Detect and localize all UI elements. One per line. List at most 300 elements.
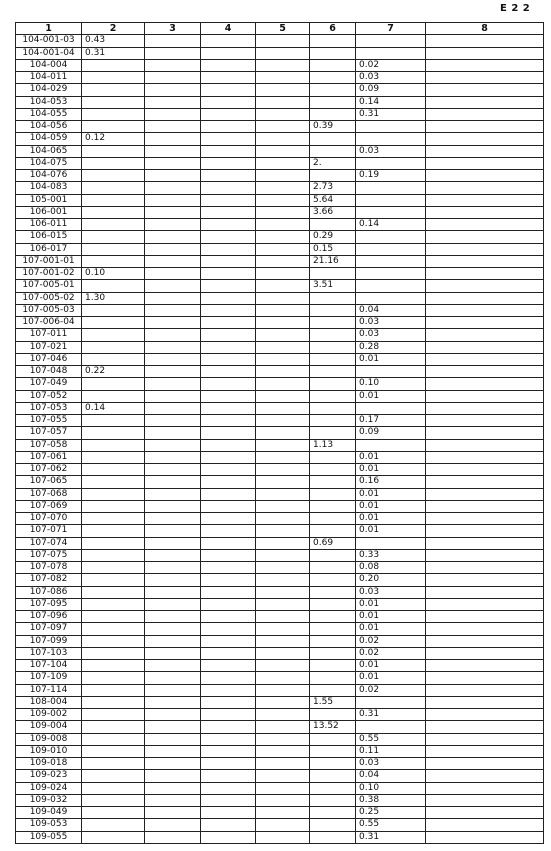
- cell-col8: [426, 586, 544, 598]
- cell-col2: [82, 243, 145, 255]
- cell-col5: [256, 684, 310, 696]
- cell-col4: [201, 623, 256, 635]
- cell-col4: [201, 721, 256, 733]
- cell-col6: [310, 794, 356, 806]
- cell-col3: [145, 378, 201, 390]
- cell-col8: [426, 794, 544, 806]
- cell-col7: 0.25: [356, 807, 426, 819]
- cell-col6: [310, 623, 356, 635]
- cell-col6: [310, 170, 356, 182]
- cell-col5: [256, 451, 310, 463]
- table-row: [16, 794, 544, 806]
- cell-col2: [82, 623, 145, 635]
- cell-id: 107-096: [16, 611, 82, 623]
- cell-id: 109-008: [16, 733, 82, 745]
- cell-col3: [145, 219, 201, 231]
- cell-col7: 0.10: [356, 378, 426, 390]
- cell-col6: [310, 268, 356, 280]
- cell-col6: 3.51: [310, 280, 356, 292]
- cell-col8: [426, 500, 544, 512]
- cell-col8: [426, 157, 544, 169]
- cell-col8: [426, 758, 544, 770]
- cell-col2: [82, 758, 145, 770]
- cell-col6: 2.73: [310, 182, 356, 194]
- cell-col6: [310, 782, 356, 794]
- cell-col3: [145, 108, 201, 120]
- table-row: [16, 59, 544, 71]
- cell-col7: 0.11: [356, 745, 426, 757]
- cell-col3: [145, 121, 201, 133]
- table-row: [16, 476, 544, 488]
- cell-id: 107-074: [16, 537, 82, 549]
- cell-col4: [201, 647, 256, 659]
- cell-id: 107-062: [16, 464, 82, 476]
- cell-col3: [145, 72, 201, 84]
- cell-col8: [426, 574, 544, 586]
- cell-col4: [201, 59, 256, 71]
- cell-col7: 0.02: [356, 684, 426, 696]
- cell-col2: [82, 488, 145, 500]
- cell-col4: [201, 672, 256, 684]
- cell-col6: [310, 635, 356, 647]
- data-table: [15, 22, 544, 844]
- cell-col5: [256, 500, 310, 512]
- cell-col6: [310, 819, 356, 831]
- cell-col6: 5.64: [310, 194, 356, 206]
- cell-col4: [201, 157, 256, 169]
- cell-col4: [201, 758, 256, 770]
- cell-col2: [82, 696, 145, 708]
- cell-id: 107-011: [16, 329, 82, 341]
- cell-col4: [201, 170, 256, 182]
- cell-col7: [356, 439, 426, 451]
- cell-id: 106-015: [16, 231, 82, 243]
- cell-col4: [201, 133, 256, 145]
- cell-col6: [310, 72, 356, 84]
- table-row: [16, 231, 544, 243]
- cell-col7: 0.55: [356, 819, 426, 831]
- cell-col7: 0.20: [356, 574, 426, 586]
- cell-col8: [426, 292, 544, 304]
- cell-col2: [82, 194, 145, 206]
- cell-col6: [310, 709, 356, 721]
- table-row: [16, 206, 544, 218]
- cell-col3: [145, 84, 201, 96]
- cell-col5: [256, 488, 310, 500]
- cell-col3: [145, 59, 201, 71]
- cell-col5: [256, 562, 310, 574]
- cell-id: 107-086: [16, 586, 82, 598]
- table-row: [16, 72, 544, 84]
- cell-col4: [201, 782, 256, 794]
- cell-col6: [310, 513, 356, 525]
- cell-col6: [310, 304, 356, 316]
- cell-col6: [310, 427, 356, 439]
- cell-col4: [201, 206, 256, 218]
- cell-id: 107-078: [16, 562, 82, 574]
- cell-col4: [201, 574, 256, 586]
- table-row: [16, 611, 544, 623]
- cell-col5: [256, 292, 310, 304]
- cell-col6: 1.13: [310, 439, 356, 451]
- cell-col7: 0.03: [356, 317, 426, 329]
- cell-col7: 0.03: [356, 329, 426, 341]
- cell-col7: 0.55: [356, 733, 426, 745]
- table-row: [16, 721, 544, 733]
- cell-col4: [201, 807, 256, 819]
- cell-col2: [82, 145, 145, 157]
- cell-col8: [426, 35, 544, 47]
- cell-col8: [426, 96, 544, 108]
- cell-col2: [82, 219, 145, 231]
- cell-id: 107-082: [16, 574, 82, 586]
- cell-col6: [310, 59, 356, 71]
- cell-col5: [256, 182, 310, 194]
- cell-id: 107-061: [16, 451, 82, 463]
- column-header: 5: [256, 23, 310, 35]
- table-row: [16, 660, 544, 672]
- table-row: [16, 255, 544, 267]
- cell-col2: [82, 770, 145, 782]
- cell-col4: [201, 268, 256, 280]
- cell-col6: [310, 133, 356, 145]
- cell-col5: [256, 537, 310, 549]
- cell-col5: [256, 84, 310, 96]
- cell-col6: [310, 586, 356, 598]
- cell-col5: [256, 415, 310, 427]
- cell-col8: [426, 170, 544, 182]
- cell-col5: [256, 623, 310, 635]
- cell-col5: [256, 59, 310, 71]
- cell-col2: [82, 586, 145, 598]
- cell-id: 107-048: [16, 366, 82, 378]
- cell-col8: [426, 121, 544, 133]
- cell-col5: [256, 366, 310, 378]
- cell-col3: [145, 194, 201, 206]
- cell-col4: [201, 219, 256, 231]
- cell-col2: [82, 611, 145, 623]
- cell-col7: 0.01: [356, 390, 426, 402]
- cell-col7: 0.03: [356, 145, 426, 157]
- table-row: [16, 194, 544, 206]
- cell-col4: [201, 562, 256, 574]
- cell-col6: [310, 47, 356, 59]
- cell-id: 109-053: [16, 819, 82, 831]
- cell-col7: 0.19: [356, 170, 426, 182]
- cell-col3: [145, 807, 201, 819]
- cell-col6: [310, 758, 356, 770]
- cell-col8: [426, 427, 544, 439]
- cell-col6: [310, 672, 356, 684]
- cell-col5: [256, 611, 310, 623]
- cell-col3: [145, 304, 201, 316]
- cell-col7: 0.01: [356, 672, 426, 684]
- cell-col2: [82, 280, 145, 292]
- cell-col8: [426, 353, 544, 365]
- cell-id: 109-055: [16, 831, 82, 843]
- cell-col7: 0.31: [356, 831, 426, 843]
- cell-col4: [201, 586, 256, 598]
- cell-col3: [145, 549, 201, 561]
- cell-col8: [426, 770, 544, 782]
- cell-col3: [145, 758, 201, 770]
- cell-col2: [82, 390, 145, 402]
- cell-id: 106-017: [16, 243, 82, 255]
- cell-id: 109-002: [16, 709, 82, 721]
- cell-col7: 0.01: [356, 353, 426, 365]
- table-row: [16, 366, 544, 378]
- cell-col4: [201, 182, 256, 194]
- cell-col4: [201, 304, 256, 316]
- cell-col6: [310, 317, 356, 329]
- cell-col6: [310, 292, 356, 304]
- cell-col4: [201, 537, 256, 549]
- cell-id: 107-095: [16, 598, 82, 610]
- cell-col3: [145, 684, 201, 696]
- table-row: [16, 268, 544, 280]
- cell-col7: 0.03: [356, 758, 426, 770]
- cell-col5: [256, 243, 310, 255]
- cell-col3: [145, 488, 201, 500]
- cell-col8: [426, 623, 544, 635]
- cell-col5: [256, 721, 310, 733]
- cell-col3: [145, 145, 201, 157]
- page-label: E 2 2: [500, 3, 531, 14]
- cell-col5: [256, 378, 310, 390]
- cell-col7: 0.01: [356, 660, 426, 672]
- cell-col8: [426, 721, 544, 733]
- cell-col6: [310, 745, 356, 757]
- cell-col8: [426, 182, 544, 194]
- cell-col2: [82, 733, 145, 745]
- cell-col8: [426, 647, 544, 659]
- cell-col2: [82, 709, 145, 721]
- column-header: 8: [426, 23, 544, 35]
- cell-col6: [310, 770, 356, 782]
- cell-col3: [145, 451, 201, 463]
- cell-col8: [426, 280, 544, 292]
- cell-id: 109-049: [16, 807, 82, 819]
- cell-col7: 0.01: [356, 488, 426, 500]
- cell-col4: [201, 819, 256, 831]
- cell-col7: 0.02: [356, 647, 426, 659]
- cell-col2: [82, 255, 145, 267]
- cell-col3: [145, 476, 201, 488]
- table-row: [16, 145, 544, 157]
- cell-col6: [310, 451, 356, 463]
- cell-id: 104-075: [16, 157, 82, 169]
- cell-id: 107-049: [16, 378, 82, 390]
- table-row: [16, 696, 544, 708]
- cell-col3: [145, 268, 201, 280]
- cell-col5: [256, 758, 310, 770]
- cell-col4: [201, 696, 256, 708]
- table-row: [16, 782, 544, 794]
- cell-id: 109-032: [16, 794, 82, 806]
- cell-col3: [145, 611, 201, 623]
- cell-col8: [426, 488, 544, 500]
- cell-col6: [310, 562, 356, 574]
- cell-col7: [356, 292, 426, 304]
- cell-id: 104-001-03: [16, 35, 82, 47]
- cell-id: 107-055: [16, 415, 82, 427]
- table-row: [16, 819, 544, 831]
- cell-col6: [310, 464, 356, 476]
- cell-col8: [426, 194, 544, 206]
- cell-id: 109-004: [16, 721, 82, 733]
- cell-col2: [82, 537, 145, 549]
- cell-col6: [310, 341, 356, 353]
- cell-col5: [256, 317, 310, 329]
- cell-id: 107-065: [16, 476, 82, 488]
- cell-col4: [201, 488, 256, 500]
- cell-col2: [82, 84, 145, 96]
- cell-id: 104-083: [16, 182, 82, 194]
- cell-col8: [426, 415, 544, 427]
- cell-col3: [145, 513, 201, 525]
- cell-id: 107-001-01: [16, 255, 82, 267]
- cell-col4: [201, 341, 256, 353]
- table-row: [16, 341, 544, 353]
- cell-col2: 0.22: [82, 366, 145, 378]
- cell-col7: 0.14: [356, 96, 426, 108]
- table-row: [16, 745, 544, 757]
- cell-col4: [201, 525, 256, 537]
- cell-id: 107-005-02: [16, 292, 82, 304]
- cell-id: 104-065: [16, 145, 82, 157]
- cell-col4: [201, 317, 256, 329]
- cell-col3: [145, 366, 201, 378]
- cell-id: 107-071: [16, 525, 82, 537]
- cell-col6: [310, 549, 356, 561]
- cell-col5: [256, 157, 310, 169]
- cell-col5: [256, 807, 310, 819]
- cell-col3: [145, 206, 201, 218]
- cell-id: 105-001: [16, 194, 82, 206]
- table-row: [16, 427, 544, 439]
- table-row: [16, 635, 544, 647]
- cell-col7: 0.01: [356, 623, 426, 635]
- cell-col6: 21.16: [310, 255, 356, 267]
- cell-col5: [256, 770, 310, 782]
- cell-col5: [256, 733, 310, 745]
- cell-col8: [426, 525, 544, 537]
- cell-col8: [426, 243, 544, 255]
- table-row: [16, 243, 544, 255]
- column-header: 1: [16, 23, 82, 35]
- cell-col3: [145, 745, 201, 757]
- cell-col2: [82, 635, 145, 647]
- cell-col2: [82, 500, 145, 512]
- table-row: [16, 390, 544, 402]
- cell-col6: [310, 574, 356, 586]
- cell-col4: [201, 513, 256, 525]
- cell-col4: [201, 794, 256, 806]
- cell-col5: [256, 525, 310, 537]
- table-row: [16, 758, 544, 770]
- cell-col3: [145, 427, 201, 439]
- table-row: [16, 157, 544, 169]
- table-row: [16, 329, 544, 341]
- cell-col6: [310, 733, 356, 745]
- cell-id: 109-010: [16, 745, 82, 757]
- cell-col7: [356, 157, 426, 169]
- cell-id: 104-055: [16, 108, 82, 120]
- cell-col3: [145, 292, 201, 304]
- cell-col2: [82, 819, 145, 831]
- table-row: [16, 317, 544, 329]
- cell-col4: [201, 476, 256, 488]
- cell-col6: [310, 598, 356, 610]
- cell-col5: [256, 647, 310, 659]
- cell-col8: [426, 733, 544, 745]
- cell-col5: [256, 709, 310, 721]
- cell-col3: [145, 537, 201, 549]
- cell-col3: [145, 525, 201, 537]
- cell-col2: [82, 672, 145, 684]
- cell-col7: 0.17: [356, 415, 426, 427]
- cell-id: 104-076: [16, 170, 82, 182]
- cell-col5: [256, 72, 310, 84]
- cell-col3: [145, 562, 201, 574]
- cell-col2: [82, 121, 145, 133]
- cell-col5: [256, 672, 310, 684]
- table-row: [16, 133, 544, 145]
- cell-id: 107-052: [16, 390, 82, 402]
- cell-id: 106-001: [16, 206, 82, 218]
- cell-col6: 0.15: [310, 243, 356, 255]
- cell-col7: [356, 206, 426, 218]
- cell-col8: [426, 145, 544, 157]
- cell-col4: [201, 353, 256, 365]
- cell-col2: 1.30: [82, 292, 145, 304]
- cell-col6: [310, 145, 356, 157]
- cell-col2: [82, 341, 145, 353]
- cell-col7: 0.38: [356, 794, 426, 806]
- cell-col2: [82, 684, 145, 696]
- cell-col7: [356, 537, 426, 549]
- cell-col7: [356, 47, 426, 59]
- cell-id: 109-018: [16, 758, 82, 770]
- cell-col7: 0.01: [356, 598, 426, 610]
- cell-col2: [82, 660, 145, 672]
- cell-col2: [82, 96, 145, 108]
- cell-col3: [145, 390, 201, 402]
- cell-col4: [201, 464, 256, 476]
- cell-col3: [145, 243, 201, 255]
- cell-id: 107-046: [16, 353, 82, 365]
- cell-col6: [310, 611, 356, 623]
- table-row: [16, 35, 544, 47]
- cell-col8: [426, 807, 544, 819]
- cell-col3: [145, 402, 201, 414]
- cell-col6: 13.52: [310, 721, 356, 733]
- table-row: [16, 304, 544, 316]
- cell-id: 107-057: [16, 427, 82, 439]
- cell-col7: 0.03: [356, 72, 426, 84]
- cell-col2: [82, 206, 145, 218]
- table-row: [16, 525, 544, 537]
- cell-col2: [82, 598, 145, 610]
- cell-col5: [256, 206, 310, 218]
- cell-col8: [426, 439, 544, 451]
- table-row: [16, 684, 544, 696]
- cell-col4: [201, 500, 256, 512]
- cell-col6: [310, 219, 356, 231]
- cell-col7: 0.10: [356, 782, 426, 794]
- cell-col3: [145, 623, 201, 635]
- cell-col8: [426, 660, 544, 672]
